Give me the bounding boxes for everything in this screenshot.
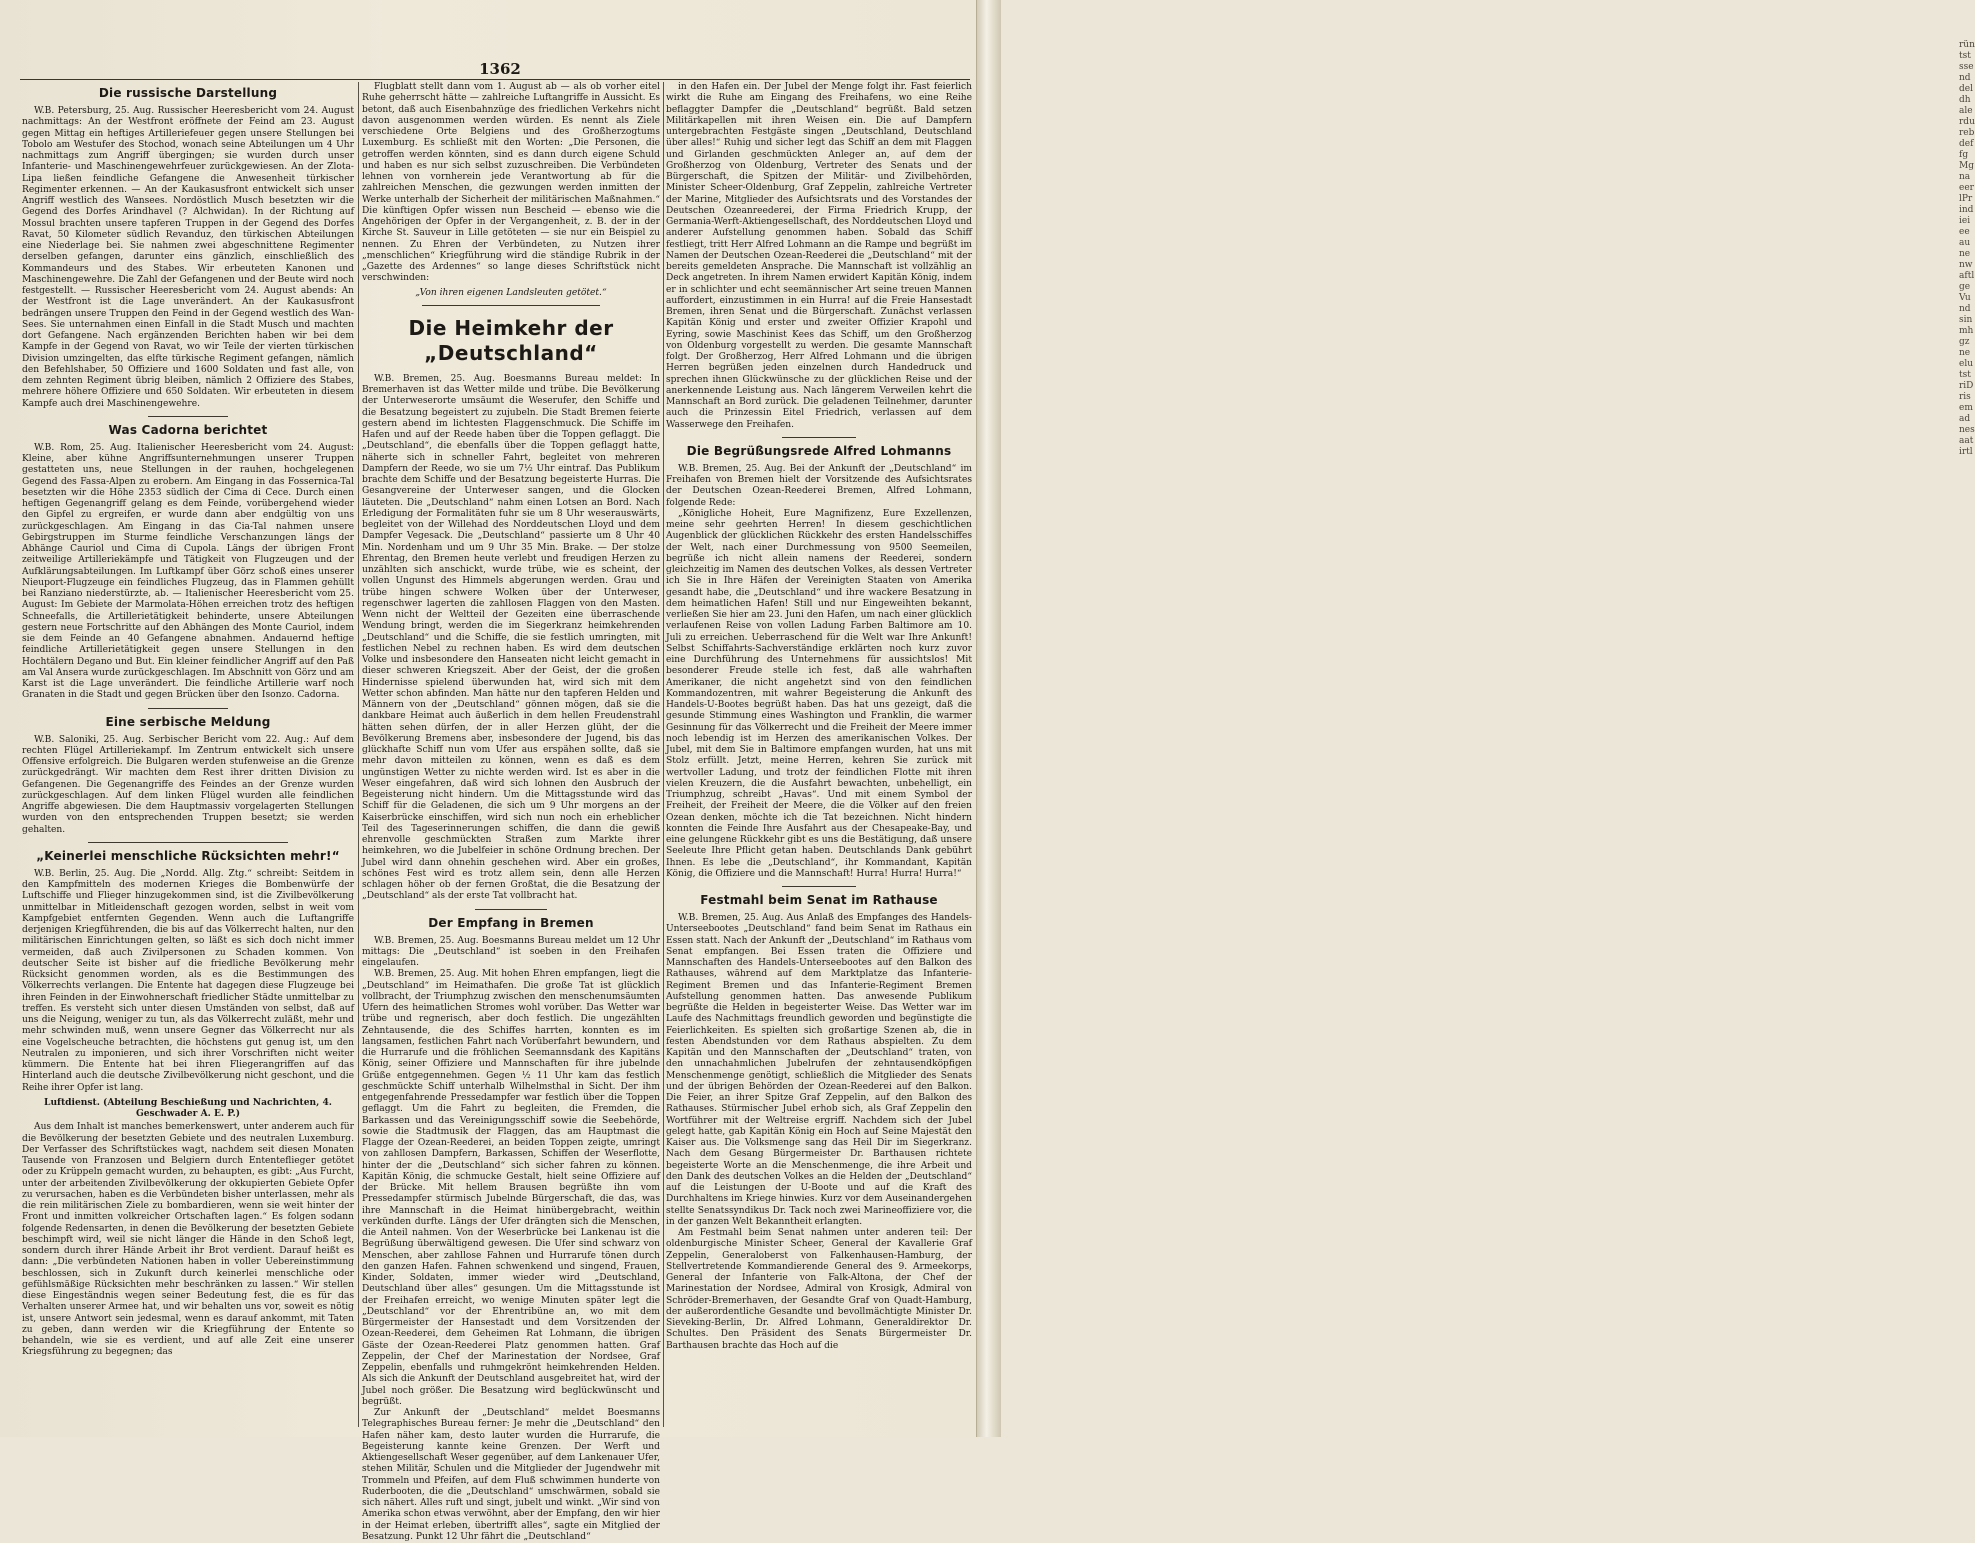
article-paragraph: W.B. Bremen, 25. Aug. Boesmanns Bureau meldet um 12 Uhr mittags: Die „Deutschland“ ist soeben in den Freihafen eingelaufen. bbox=[362, 936, 660, 970]
article-paragraph: „Königliche Hoheit, Eure Magnifizenz, Eure Exzellenzen, meine sehr geehrten Herren! In diesem geschichtlichen Augenblick der glücklichen Rückkehr des ersten Handelsschiffes der Welt, nach einer Durchmessung von 9500 Seemeilen, begrüße ich nicht allein namens der Reederei, sondern gleichzeitig im Namen des deutschen Volkes, als dessen Vertreter ich Sie in Ihre Häfen der Vereinigten Staaten von Amerika gesandt habe, die „Deutschland“ und ihre wackere Besatzung in dem heimatlichen Hafen! Still und nur Eingeweihten bekannt, verließen Sie hier am 23. Juni den Hafen, um nach einer glücklich verlaufenen Reise von vollen Ladung Farben Baltimore am 10. Juli zu erreichen. Ueberraschend für die Welt war Ihre Ankunft! Selbst Schiffahrts-Sachverständige erklärten noch kurz zuvor eine Durchführung des Unternehmens für aussichtslos! Mit besonderer Freude stelle ich fest, daß alle wahrhaften Amerikaner, die nicht angehetzt sind von den feindlichen Kommandozentren, mit wahrer Begeisterung die Ankunft des Handels-U-Bootes begrüßt haben. Das hat uns gezeigt, daß die gesunde Stimmung eines Washington und Franklin, die warmer Gesinnung für das Völkerrecht und die Freiheit der Meere immer noch lebendig ist im Herzen des amerikanischen Volkes. Der Jubel, mit dem Sie in Baltimore empfangen wurden, hat uns mit Stolz erfüllt. Jetzt, meine Herren, kehren Sie zurück mit wertvoller Ladung, und trotz der feindlichen Flotte mit ihren vielen Kreuzern, die die Ausfahrt bewachten, unbehelligt, ein Triumphzug, schreibt „Havas“. Und mit einem Symbol der Freiheit, der Freiheit der Meere, die die Völker auf den freien Ozean denken, möchte ich die Tat bezeichnen. Nicht hindern konnten die Feinde Ihre Ausfahrt aus der Chesapeake-Bay, und eine gelungene Rückkehr gibt es uns die Bestätigung, daß unsere Seeleute Ihre Pflicht getan haben. Deutschlands Dank gebührt Ihnen. Es lebe die „Deutschland“, ihr Kommandant, Kapitän König, die Offiziere und die Mannschaft! Hurra! Hurra! Hurra!“ bbox=[666, 509, 972, 880]
column-1 bbox=[22, 82, 354, 1427]
article-headline: Festmahl beim Senat im Rathause bbox=[666, 893, 972, 908]
article-separator bbox=[422, 305, 601, 306]
article-separator bbox=[782, 886, 855, 887]
article-return-of-deutschland bbox=[362, 316, 660, 903]
newspaper-page bbox=[0, 0, 1000, 1437]
article-headline: Die Begrüßungsrede Alfred Lohmanns bbox=[666, 444, 972, 459]
article-quote: „Von ihren eigenen Landsleuten getötet.“ bbox=[362, 288, 660, 299]
column-2 bbox=[362, 82, 660, 1427]
article-subheading: Luftdienst. (Abteilung Beschießung und Nachrichten, 4. Geschwader A. E. P.) bbox=[22, 1097, 354, 1120]
article-senate-banquet bbox=[666, 893, 972, 1352]
article-serbian-report bbox=[22, 715, 354, 836]
article-paragraph: Zur Ankunft der „Deutschland“ meldet Boesmanns Telegraphisches Bureau ferner: Je mehr die „Deutschland“ den Hafen näher kam, desto lauter wurden die Hurrarufe, die Begeisterung kannte keine Grenzen. Der Werft und Aktiengesellschaft Weser gegenüber, auf dem Lankenauer Ufer, stehen Militär, Schulen und die Mitglieder der Jugendwehr mit Trommeln und Pfeifen, auf dem Fluß schwimmen hunderte von Ruderbooten, die die „Deutschland“ umschwärmen, sobald sie sich nähert. Alles ruft und singt, jubelt und winkt. „Wir sind von Amerika schon etwas verwöhnt, aber der Empfang, den wir hier in der Heimat erleben, übertrifft alles“, sagte ein Mitglied der Besatzung. Punkt 12 Uhr fährt die „Deutschland“ bbox=[362, 1408, 660, 1543]
article-cadorna-report bbox=[22, 423, 354, 702]
article-paragraph: W.B. Saloniki, 25. Aug. Serbischer Bericht vom 22. Aug.: Auf dem rechten Flügel Artilleriekampf. Im Zentrum entwickelt sich unsere Offensive erfolgreich. Die Bulgaren werden stufenweise an die Grenze zurückgedrängt. Wir machten dem Rest ihrer dritten Division zu Gefangenen. Die Gegenangriffe des Feindes an der Grenze wurden zurückgeschlagen. Auf dem linken Flügel wurden alle feindlichen Angriffe abgewiesen. Die dem Hauptmassiv vorgelagerten Stellungen wurden von den entsprechenden Truppen besetzt; sie werden gehalten. bbox=[22, 735, 354, 836]
article-paragraph: W.B. Bremen, 25. Aug. Mit hohen Ehren empfangen, liegt die „Deutschland“ im Heimathafen. Die große Tat ist glücklich vollbracht, der Triumphzug zwischen den menschenumsäumten Ufern des heimatlichen Stromes wohl vorüber. Das Wetter war trübe und regnerisch, aber doch festlich. Die ungezählten Zehntausende, die des Schiffes harrten, konnten es im langsamen, festlichen Fahrt nach Vorüberfahrt bewundern, und die Hurrarufe und die fröhlichen Seemannsdank des Kapitäns König, seiner Offiziere und Mannschaften für ihre jubelnde Grüße entgegennehmen. Gegen ½ 11 Uhr kam das festlich geschmückte Schiff unterhalb Wilhelmsthal in Sicht. Der ihm entgegenfahrende Pressedampfer war festlich über die Toppen geflaggt. Um die Fahrt zu begleiten, die Fremden, die Barkassen und das Vereinigungsschiff sowie die Seebehörde, sowie die Stadtmusik der Flaggen, das am Hauptmast die Flagge der Ozean-Reederei, an beiden Toppen zeigte, umringt von zahllosen Dampfern, Barkassen, Schiffen der Weserflotte, hinter der die „Deutschland“ sich sicher fahren zu können. Kapitän König, die schmucke Gestalt, hielt seine Offiziere auf der Brücke. Mit hellem Brausen begrüßte ihn vom Pressedampfer stürmisch Jubelnde Bürgerschaft, die das, was ihre Mannschaft in die Heimat hinübergebracht, weithin verkünden durfte. Längs der Ufer drängten sich die Menschen, die Anteil nahmen. Von der Weserbrücke bei Lankenau ist die Begrüßung überwältigend gewesen. Die Ufer sind schwarz von Menschen, aber zahllose Fahnen und Hurrarufe tönen durch den ganzen Hafen. Fahnen schwenkend und singend, Frauen, Kinder, Soldaten, immer wieder wird „Deutschland, Deutschland über alles“ gesungen. Um die Mittagsstunde ist der Freihafen erreicht, wo wenige Minuten später legt die „Deutschland“ vor der Ehrentribüne an, wo mit dem Bürgermeister der Hansestadt und dem Vorsitzenden der Ozean-Reederei, dem Geheimen Rat Lohmann, die übrigen Gäste der Ozean-Reederei Platz genommen hatten. Graf Zeppelin, der Chef der Marinestation der Nordsee, Graf Zeppelin, ebenfalls und ruhmgekrönt heimkehrenden Helden. Als sich die Ankunft der Deutschland ausgebreitet hat, wird der Jubel noch größer. Die Besatzung wird beglückwünscht und begrüßt. bbox=[362, 969, 660, 1408]
column-3 bbox=[666, 82, 972, 1427]
article-paragraph: W.B. Bremen, 25. Aug. Boesmanns Bureau meldet: In Bremerhaven ist das Wetter milde und trübe. Die Bevölkerung der Unterweserorte umsäumt die Weserufer, den Schiffe und die Besatzung begeistert zu zujubeln. Die Stadt Bremen feierte gestern abend im lichtesten Flaggenschmuck. Die Schiffe im Hafen und auf der Reede haben über die Toppen geflaggt. Die „Deutschland“, die ebenfalls über die Toppen geflaggt hatte, näherte sich in schneller Fahrt, begleitet von mehreren Dampfern der Reede, wo sie um 7½ Uhr eintraf. Das Publikum brachte dem Schiffe und der Besatzung begeisterte Hurras. Die Gesangvereine der Unterweser sangen, und die Glocken läuteten. Die „Deutschland“ nahm einen Lotsen an Bord. Nach Erledigung der Formalitäten fuhr sie um 8 Uhr weserauswärts, begleitet von der Willehad des Norddeutschen Lloyd und dem Dampfer Vegesack. Die „Deutschland“ passierte um 8 Uhr 40 Min. Nordenham und um 9 Uhr 35 Min. Brake. — Der stolze Ehrentag, den Bremen heute verlebt und freudigen Herzen zu unzählten sich anschickt, wurde trübe, wie es scheint, der vollen Ungunst des Himmels abgerungen werden. Grau und trübe hingen schwere Wolken über der Unterweser, regenschwer lagerten die zahllosen Flaggen von den Masten. Wenn nicht der Weltteil der Gezeiten eine überraschende Wendung bringt, werden die im Siegerkranz heimkehrenden „Deutschland“ und die Schiffe, die sie festlich umringten, mit festlichen Nebel zu rechnen haben. Es wird dem deutschen Volke und insbesondere den Hanseaten nicht leicht gemacht in dieser schweren Kriegszeit. Aber der Geist, der die großen Hindernisse spielend überwunden hat, wird sich mit dem Wetter schon abfinden. Man hätte nur den tapferen Helden und Männern von der „Deutschland“ gönnen mögen, daß sie die dankbare Heimat auch äußerlich in dem hellen Freudenstrahl hätten sehen dürfen, der in aller Herzen glüht, der die Bevölkerung Bremens aber, insbesondere der Jugend, bis das glückhafte Schiff nun vom Ufer aus erspähen sollte, daß sie mehr davon mitteilen zu können, wenn es daß es dem ungünstigen Wetter zu nichte werden wird. Ist es aber in die Weser eingefahren, daß wird sich lohnen den Ausbruch der Begeisterung nicht hindern. Um die Mittagsstunde wird das Schiff für die Geladenen, die sich um 9 Uhr morgens an der Kaiserbrücke einschiffen, wird sich nun noch ein erheblicher Teil des Tageserinnerungen schiffen, die dann die gewiß ehrenvolle geschmückten Straßen zum Markte ihrer heimkehren, wo die Jubelfeier in schöne Ordnung brechen. Der Jubel wird dann ohnehin geschehen wird. Aber ein großes, schönes Fest wird es trotz allem sein, denn alle Herzen schlagen höher ob der fernen Großtat, die die Besatzung der „Deutschland“ als der erste Tat vollbracht hat. bbox=[362, 374, 660, 903]
article-separator bbox=[148, 708, 228, 709]
page-fold-edge bbox=[976, 0, 1001, 1437]
article-paragraph: in den Hafen ein. Der Jubel der Menge folgt ihr. Fast feierlich wirkt die Ruhe am Eingang des Freihafens, wo eine Reihe beflaggter Dampfer die „Deutschland“ begrüßt. Bald setzen Militärkapellen mit ihren Weisen ein. Die auf Dampfern untergebrachten Festgäste singen „Deutschland, Deutschland über alles!“ Ruhig und sicher legt das Schiff an dem mit Flaggen und Girlanden geschmückten Anleger an, auf dem der Großherzog von Oldenburg, Vertreter des Senats und der Bürgerschaft, die Spitzen der Militär- und Zivilbehörden, Minister Scheer-Oldenburg, Graf Zeppelin, zahlreiche Vertreter der Marine, Mitglieder des Aufsichtsrats und des Vorstandes der Deutschen Ozeanreederei, der Firma Friedrich Krupp, der Germania-Werft-Aktiengesellschaft, des Norddeutschen Lloyd und anderer Aufstellung genommen haben. Sobald das Schiff festliegt, tritt Herr Alfred Lohmann an die Rampe und begrüßt im Namen der Deutschen Ozean-Reederei die „Deutschland“ mit der bereits gemeldeten Ansprache. Die Mannschaft ist vollzählig an Deck angetreten. In ihrem Namen erwidert Kapitän König, indem er in schlichter und echt seemännischer Art seine treuen Mannen auffordert, einzustimmen in ein Hurra! auf die Freie Hansestadt Bremen, ihren Senat und die Bürgerschaft. Zunächst verlassen Kapitän König und erster und zweiter Offizier Krapohl und Eyring, sowie Maschinist Kees das Schiff, um den Großherzog von Oldenburg vorgestellt zu werden. Die gesamte Mannschaft folgt. Der Großherzog, Herr Alfred Lohmann und die übrigen Herren begrüßen jeden einzelnen durch Handedruck und sprechen ihnen Glückwünsche zu der glücklichen Reise und der anerkennende Leistung aus. Nach längerem Verweilen kehrt die Mannschaft an Bord zurück. Die geladenen Teilnehmer, darunter auch die Prinzessin Eitel Friedrich, verlassen auf dem Wasserwege den Freihafen. bbox=[666, 82, 972, 431]
article-headline: Die russische Darstellung bbox=[22, 86, 354, 101]
article-separator bbox=[475, 909, 547, 910]
article-continuation bbox=[666, 82, 972, 431]
article-paragraph: W.B. Bremen, 25. Aug. Aus Anlaß des Empfanges des Handels-Unterseebootes „Deutschland“ fand beim Senat im Rathaus ein Essen statt. Nach der Ankunft der „Deutschland“ im Rathaus vom Senat empfangen. Bei Essen traten die Offiziere und Mannschaften des Handels-Unterseebootes auf den Balkon des Rathauses, während auf dem Marktplatze das Infanterie-Regiment Bremen und das Infanterie-Regiment Bremen Aufstellung genommen hatten. Das anwesende Publikum begrüßte die Helden in begeisterter Weise. Das Wetter war im Laufe des Nachmittags freundlich geworden und begünstigte die Feierlichkeiten. Es spielten sich großartige Szenen ab, die in festen Abendstunden vor dem Rathaus abspielten. Zu dem Kapitän und den Mannschaften der „Deutschland“ traten, von den unnachahmlichen Jubelrufen der zehntausendköpfigen Menschenmenge genötigt, schließlich die Mitglieder des Senats und der übrigen Behörden der Ozean-Reederei auf den Balkon. Die Feier, an ihrer Spitze Graf Zeppelin, auf den Balkon des Rathauses. Stürmischer Jubel erhob sich, als Graf Zeppelin den Wortführer mit der Weltreise ergriff. Nachdem sich der Jubel gelegt hatte, gab Kapitän König ein Hoch auf Seine Majestät den Kaiser aus. Die Volksmenge sang das Heil Dir im Siegerkranz. Nach dem Gesang Bürgermeister Dr. Barthausen richtete begeisterte Worte an die Menschenmenge, die ihre Arbeit und den Dank des deutschen Volkes an die Helden der „Deutschland“ auf die Leistungen der U-Boote und auf die Kraft des Durchhaltens im Kriege hinwies. Kurz vor dem Auseinandergehen stellte Senatssyndikus Dr. Tack noch zwei Marineoffiziere vor, die in der ganzen Welt Bekanntheit erlangten. bbox=[666, 913, 972, 1228]
column-rule bbox=[663, 82, 664, 1427]
article-separator bbox=[782, 437, 855, 438]
article-paragraph: W.B. Petersburg, 25. Aug. Russischer Heeresbericht vom 24. August nachmittags: An der Westfront eröffnete der Feind am 23. August gegen Mittag ein heftiges Artilleriefeuer gegen unsere Stellungen bei Tobolo am Westufer des Stochod, wonach seine Abteilungen um 4 Uhr nachmittags zum Angriff übergingen; sie wurden durch unser Infanterie- und Maschinengewehrfeuer zurückgewiesen. An der Zlota-Lipa ließen feindliche Gefangene die Anwesenheit türkischer Regimenter erkennen. — An der Kaukasusfront entwickelt sich unser Angriff westlich des Wansees. Nordöstlich Musch besetzten wir die Gegend des Dorfes Arindhavel (? Alchwidan). In der Richtung auf Mossul brachten unsere tapferen Truppen in der Gegend des Dorfes Ravat, 50 Kilometer südlich Revanduz, den türkischen Abteilungen eine Niederlage bei. Sie nahmen zwei abgeschnittene Regimenter derselben gefangen, darunter eins gänzlich, einschließlich des Kommandeurs und des Stabes. Wir erbeuteten Kanonen und Maschinengewehre. Die Zahl der Gefangenen und der Beute wird noch festgestellt. — Russischer Heeresbericht vom 24. August abends: An der Westfront ist die Lage unverändert. An der Kaukasusfront bedrängen unsere Truppen den Feind in der Gegend westlich des Wan-Sees. Sie unternahmen einen Einfall in die Stadt Musch und machten dort Gefangene. Nach ergänzenden Berichten haben wir bei dem Kampfe in der Gegend von Ravat, wo wir Teile der vierten türkischen Division umzingelten, das elfte türkische Regiment gefangen, nämlich den Befehlshaber, 50 Offiziere und 1600 Soldaten und fast alle, von dem zehnten Regiment übrig bleiben, nämlich 2 Offiziere des Stabes, mehrere höhere Offiziere und 650 Soldaten. Wir erbeuteten in diesem Kampfe auch drei Maschinengewehre. bbox=[22, 106, 354, 410]
article-paragraph: W.B. Rom, 25. Aug. Italienischer Heeresbericht vom 24. August: Kleine, aber kühne Angriffsunternehmungen unserer Truppen gestatteten uns, neue Stellungen in der rauhen, hochgelegenen Gegend des Fassa-Alpen zu erobern. Am Eingang in das Fossernica-Tal besetzten wir die Höhe 2353 südlich der Cima di Cece. Durch einen heftigen Gegenangriff gelang es dem Feinde, vorübergehend wieder den Gipfel zu ergreifen, er wurde dann aber endgültig von uns zurückgeschlagen. Am Eingang in das Cia-Tal nahmen unsere Gebirgstruppen im Sturme feindliche Verschanzungen längs der Abhänge Cauriol und Cima di Cupola. Längs der übrigen Front zeitweilige Artilleriekämpfe und Tätigkeit von Flugzeugen und der Aufklärungsabteilungen. Im Luftkampf über Görz schoß eines unserer Nieuport-Flugzeuge ein feindliches Flugzeug, das in Flammen gehüllt bei Ranziano niederstürzte, ab. — Italienischer Heeresbericht vom 25. August: Im Gebiete der Marmolata-Höhen erreichen trotz des heftigen Schneefalls, die Artillerietätigkeit behinderte, unsere Abteilungen gestern neue Fortschritte auf den Abhängen des Monte Cauriol, indem sie dem Feinde an 40 Gefangene abnahmen. Andauernd heftige feindliche Artillerietätigkeit gegen unsere Stellungen in den Hochtälern Degano und But. Ein kleiner feindlicher Angriff auf den Paß am Val Ansera wurde zurückgeschlagen. Im Abschnitt von Görz und am Karst ist die Lage unverändert. Die feindliche Artillerie warf noch Granaten in die Stadt und gegen Brücken über den Isonzo. Cadorna. bbox=[22, 443, 354, 702]
article-headline: Eine serbische Meldung bbox=[22, 715, 354, 730]
article-headline: „Keinerlei menschliche Rücksichten mehr!“ bbox=[22, 849, 354, 864]
article-russian-report bbox=[22, 86, 354, 410]
article-paragraph: W.B. Bremen, 25. Aug. Bei der Ankunft der „Deutschland“ im Freihafen von Bremen hielt der Vorsitzende des Aufsichtsrates der Deutschen Ozean-Reederei Bremen, Alfred Lohmann, folgende Rede: bbox=[666, 464, 972, 509]
article-paragraph: Flugblatt stellt dann vom 1. August ab — als ob vorher eitel Ruhe geherrscht hätte — zahlreiche Luftangriffe in Aussicht. Es betont, daß auch Eisenbahnzüge des friedlichen Verkehrs nicht davon ausgenommen werden würden. Es nennt als Ziele verschiedene Orte Belgiens und des Großherzogtums Luxemburg. Es schließt mit den Worten: „Die Personen, die getroffen werden könnten, sind es dann durch eigene Schuld und haben es nur sich selbst zuzuschreiben. Die Verbündeten lehnen von vornherein jede Verantwortung ab für die zahlreichen Menschen, die gezwungen werden inmitten der Werke unterhalb der Sicherheit der militärischen Maßnahmen.“ Die künftigen Opfer wissen nun Bescheid — ebenso wie die Angehörigen der Opfer in der Vergangenheit, z. B. der in der Kirche St. Sauveur in Lille getöteten — sie nur ein Beispiel zu nennen. Zu Ehren der Verbündeten, zu Nutzen ihrer „menschlichen“ Kriegführung wird die ständige Rubrik in der „Gazette des Ardennes“ so lange dieses Schriftstück nicht verschwinden: bbox=[362, 82, 660, 285]
article-paragraph: Aus dem Inhalt ist manches bemerkenswert, unter anderem auch für die Bevölkerung der besetzten Gebiete und des neutralen Luxemburg. Der Verfasser des Schriftstückes wagt, nachdem seit diesen Monaten Tausende von Franzosen und Belgiern durch Ententeflieger getötet oder zu Krüppeln gemacht wurden, zu behaupten, es gibt: „Aus Furcht, unter der arbeitenden Zivilbevölkerung der okkupierten Gebiete Opfer zu verursachen, haben es die Verbündeten bisher unterlassen, mehr als die rein militärischen Ziele zu bombardieren, wenn sie weit hinter der Front und inmitten volkreicher Ortschaften lagen.“ Es folgen sodann folgende Redensarten, in denen die Bevölkerung der besetzten Gebiete beschimpft wird, weil sie nicht länger die Hände in den Schoß legt, sondern durch ihrer Hände Arbeit ihr Brot verdient. Darauf heißt es dann: „Die verbündeten Nationen haben in voller Uebereinstimmung beschlossen, sich in Zukunft durch keinerlei menschliche oder gefühlsmäßige Rücksichten mehr beschränken zu lassen.“ Wir stellen diese Eingeständnis wegen seiner Bedeutung fest, die es für das Verhalten unserer Armee hat, und wir behalten uns vor, soweit es nötig ist, unsere Antwort sein jedesmal, wenn es darauf ankommt, mit Taten zu geben, dann werden wir die Kriegführung der Entente so behandeln, wie sie es verdient, und auf alle Zeit eine unserer Kriegsführung zu begegnen; das bbox=[22, 1122, 354, 1358]
article-no-human-consideration bbox=[22, 849, 354, 1359]
article-continuation bbox=[362, 82, 660, 299]
article-lohmann-speech bbox=[666, 444, 972, 880]
article-separator bbox=[88, 842, 287, 843]
header-rule bbox=[20, 79, 970, 80]
adjacent-page-text-edge: rüntstssenddeldhalerdurebdeffgMgnaeerlPrindieieeaunenwaftlgeVundsinmhgzneelutstriDrisemadnesaatirtl bbox=[1959, 40, 1975, 1420]
page-number: 1362 bbox=[470, 60, 530, 78]
article-reception-in-bremen bbox=[362, 916, 660, 1543]
article-paragraph: W.B. Berlin, 25. Aug. Die „Nordd. Allg. Ztg.“ schreibt: Seitdem in den Kampfmitteln des modernen Krieges die Bombenwürfe der Luftschiffe und Flieger hinzugekommen sind, ist die Zivilbevölkerung unmittelbar in Mitleidenschaft gezogen worden, selbst in weit vom Kampfgebiet entfernten Gegenden. Wenn auch die Luftangriffe derjenigen Kriegführenden, die bis auf das Völkerrecht halten, nur den militärischen Einrichtungen gelten, so läßt es sich doch nicht immer vermeiden, daß auch Zivilpersonen zu Schaden kommen. Von deutscher Seite ist bisher auf die friedliche Bevölkerung mehr Rücksicht genommen worden, als es die Bestimmungen des Völkerrechts verlangen. Die Entente hat dagegen diese Flugzeuge bei ihren Feinden in der Einwohnerschaft friedlicher Städte unmittelbar zu treffen. Es versteht sich unter diesen Umständen von selbst, daß auf uns die Neigung, weniger zu tun, als das Völkerrecht zuläßt, mehr und mehr schwinden muß, wenn unsere Gegner das Völkerrecht nur als eine Vogelscheuche betrachten, die höchstens gut genug ist, um den Neutralen zu imponieren, und sich ihrer Vorschriften nicht weiter kümmern. Die Entente hat bei ihren Fliegerangriffen auf das Hinterland auch die deutsche Zivilbevölkerung nicht geschont, und die Reihe ihrer Opfer ist lang. bbox=[22, 869, 354, 1094]
main-headline: Die Heimkehr der „Deutschland“ bbox=[362, 316, 660, 366]
article-separator bbox=[148, 416, 228, 417]
article-headline: Der Empfang in Bremen bbox=[362, 916, 660, 931]
article-headline: Was Cadorna berichtet bbox=[22, 423, 354, 438]
column-rule bbox=[358, 82, 359, 1427]
article-paragraph: Am Festmahl beim Senat nahmen unter anderen teil: Der oldenburgische Minister Scheer, General der Kavallerie Graf Zeppelin, Generaloberst von Falkenhausen-Hamburg, der Stellvertretende Kommandierende General des 9. Armeekorps, General der Infanterie von Falk-Altona, der Chef der Marinestation der Nordsee, Admiral von Krosigk, Admiral von Schröder-Bremerhaven, der Gesandte Graf von Quadt-Hamburg, der außerordentliche Gesandte und bevollmächtigte Minister Dr. Sieveking-Berlin, Dr. Alfred Lohmann, Generaldirektor Dr. Schultes. Den Präsident des Senats Bürgermeister Dr. Barthausen brachte das Hoch auf die bbox=[666, 1228, 972, 1352]
